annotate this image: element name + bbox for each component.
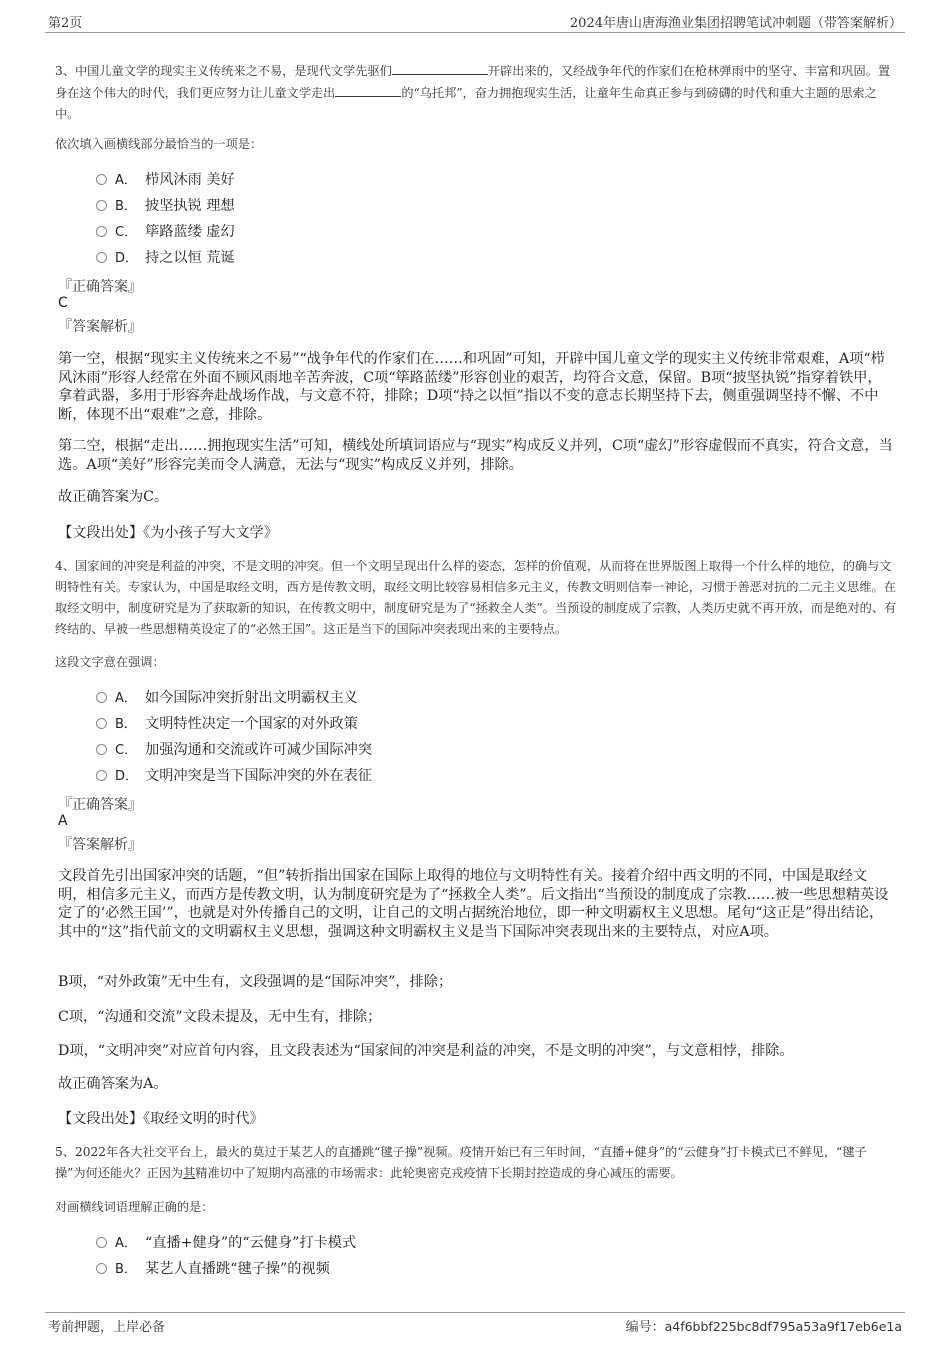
q4-analysis-para-4: D项，“文明冲突”对应首句内容，且文段表述为“国家间的冲突是利益的冲突，不是文明的冲突”，与文意相悖，排除。: [58, 1043, 794, 1059]
q5-text-part1: 5、2022年各大社交平台上，最火的莫过于某艺人的直播跳“毽子操”视频。疫情开始已有三年时间，“直播+健身”的“云健身”打卡模式已不鲜见，“毽子操”为何还能火？正因为: [55, 1145, 867, 1180]
option-text: 栉风沐雨 美好: [145, 172, 235, 188]
blank-1: [392, 60, 488, 75]
radio-icon[interactable]: [96, 692, 107, 703]
option-text: 持之以恒 荒诞: [145, 250, 235, 266]
radio-icon[interactable]: [96, 1237, 107, 1248]
q4-analysis-conclusion: 故正确答案为A。: [58, 1076, 168, 1092]
footer-slogan: 考前押题，上岸必备: [48, 1320, 166, 1335]
q3-option-b[interactable]: [96, 195, 235, 219]
question-3-stem: [55, 60, 897, 125]
q4-analysis-label: 『答案解析』: [58, 837, 142, 853]
option-key: A．: [115, 691, 137, 706]
q5-prompt: 对画横线词语理解正确的是：: [55, 1200, 214, 1214]
option-text: 如今国际冲突折射出文明霸权主义: [145, 690, 358, 706]
q3-analysis-para-2: 第二空，根据“走出……拥抱现实生活”可知，横线处所填词语应与“现实”构成反义并列，C项“虚幻”形容虚假而不真实，符合文意，当选。A项“美好”形容完美而令人满意，无法与“现实”构成反义并列，排除。: [58, 438, 893, 473]
radio-icon[interactable]: [96, 744, 107, 755]
radio-icon[interactable]: [96, 174, 107, 185]
q3-option-c[interactable]: [96, 221, 235, 245]
option-text: “直播+健身”的“云健身”打卡模式: [145, 1235, 357, 1251]
q5-option-b[interactable]: [96, 1258, 330, 1282]
option-key: B．: [115, 199, 137, 214]
q3-analysis-label: 『答案解析』: [58, 319, 142, 335]
option-text: 文明冲突是当下国际冲突的外在表征: [145, 768, 373, 784]
radio-icon[interactable]: [96, 226, 107, 237]
option-text: 某艺人直播跳“毽子操”的视频: [145, 1261, 330, 1277]
q4-analysis-para-1: 文段首先引出国家冲突的话题，“但”转折指出国家在国际上取得的地位与文明特性有关。接着介绍中西文明的不同，中国是取经文明，相信多元主义，而西方是传教文明，认为制度研究是为了“拯救全人类”。后文指出“当预设的制度成了宗教……被一些思想精英设定了的‘必然王国’”，也就是对外传播自己的文明，让自己的文明占据统治地位，即一种文明霸权主义思想。尾句“这正是”得出结论，其中的“这”指代前文的文明霸权主义思想，强调这种文明霸权主义是当下国际冲突表现出来的主要特点，对应A项。: [58, 868, 889, 940]
q4-answer-label: 『正确答案』: [58, 797, 142, 813]
q5-text-part2: 精准切中了短期内高涨的市场需求：此轮奥密克戎疫情下长期封控造成的身心减压的需要。: [195, 1166, 683, 1180]
option-text: 加强沟通和交流或许可减少国际冲突: [145, 742, 373, 758]
option-key: D．: [115, 769, 139, 784]
q3-prompt: 依次填入画横线部分最恰当的一项是：: [55, 137, 263, 151]
radio-icon[interactable]: [96, 718, 107, 729]
option-key: B．: [115, 717, 137, 732]
q4-prompt: 这段文字意在强调：: [55, 655, 165, 669]
option-key: B．: [115, 1262, 137, 1277]
page-number: 第2页: [48, 16, 83, 31]
document-id-value: a4f6bbf225bc8df795a53a9f17eb6e1a: [664, 1319, 902, 1334]
option-key: A．: [115, 1236, 137, 1251]
q3-option-a[interactable]: [96, 169, 235, 193]
radio-icon[interactable]: [96, 770, 107, 781]
q4-option-d[interactable]: [96, 765, 372, 789]
q4-analysis-para-3: C项，“沟通和交流”文段未提及，无中生有，排除；: [58, 1009, 382, 1025]
page-header: [45, 8, 905, 33]
q3-answer: C: [58, 295, 68, 311]
document-id-label: 编号：: [625, 1320, 665, 1335]
option-key: A．: [115, 173, 137, 188]
document-title: 2024年唐山唐海渔业集团招聘笔试冲刺题（带答案解析）: [569, 16, 902, 31]
q3-source: 【文段出处】《为小孩子写大文学》: [58, 525, 278, 541]
q4-answer: A: [58, 813, 68, 829]
option-text: 筚路蓝缕 虚幻: [145, 224, 235, 240]
option-key: C．: [115, 743, 138, 758]
q3-option-d[interactable]: [96, 247, 235, 271]
q4-option-a[interactable]: [96, 687, 358, 711]
q3-text-part3: 的“乌托邦”，奋力拥抱现实生活，让童年生命真正参与到磅礴的时代和重大主题的思索之中。: [55, 86, 877, 121]
radio-icon[interactable]: [96, 252, 107, 263]
q4-option-c[interactable]: [96, 739, 372, 763]
underlined-word: 其: [183, 1166, 196, 1180]
q4-option-b[interactable]: [96, 713, 358, 737]
q3-text-part2: 开辟出来的，又经战争年代的作家们在枪林弹雨中的坚守、丰富和巩固。置身在这个伟大的时代，我们更应努力让儿童文学走出: [55, 64, 891, 100]
q3-answer-label: 『正确答案』: [58, 279, 142, 295]
option-key: D．: [115, 251, 139, 266]
option-key: C．: [115, 225, 138, 240]
question-4-stem: 4、国家间的冲突是利益的冲突，不是文明的冲突。但一个文明呈现出什么样的姿态，怎样的价值观，从而将在世界版图上取得一个什么样的地位，的确与文明特性有关。专家认为，中国是取经文明，西方是传教文明，取经文明比较容易相信多元主义，传教文明则信奉一神论，习惯于善恶对抗的二元主义思维。在取经文明中，制度研究是为了获取新的知识，在传教文明中，制度研究是为了“拯救全人类”。当预设的制度成了宗教，人类历史就不再开放，而是绝对的、有终结的、早被一些思想精英设定了的“必然王国”。这正是当下的国际冲突表现出来的主要特点。: [55, 559, 897, 636]
option-text: 文明特性决定一个国家的对外政策: [145, 716, 358, 732]
radio-icon[interactable]: [96, 1263, 107, 1274]
question-5-stem: [55, 1142, 897, 1184]
radio-icon[interactable]: [96, 200, 107, 211]
q5-option-a[interactable]: [96, 1232, 356, 1256]
blank-2: [335, 82, 401, 97]
page-footer: [45, 1312, 905, 1335]
q3-analysis-conclusion: 故正确答案为C。: [58, 489, 169, 505]
q4-analysis-para-2: B项，“对外政策”无中生有，文段强调的是“国际冲突”，排除；: [58, 974, 453, 990]
q4-source: 【文段出处】《取经文明的时代》: [58, 1111, 264, 1127]
q3-text-part1: 3、中国儿童文学的现实主义传统来之不易，是现代文学先驱们: [55, 64, 392, 78]
document-id: [626, 1316, 902, 1335]
option-text: 披坚执锐 理想: [145, 198, 235, 214]
q3-analysis-para-1: 第一空，根据“现实主义传统来之不易”“战争年代的作家们在……和巩固”可知，开辟中国儿童文学的现实主义传统非常艰难，A项“栉风沐雨”形容人经常在外面不顾风雨地辛苦奔波，C项“筚路蓝缕”形容创业的艰苦，均符合文意，保留。B项“披坚执锐”指穿着铁甲，拿着武器，多用于形容奔赴战场作战，与文意不符，排除；D项“持之以恒”指以不变的意志长期坚持下去，侧重强调坚持不懈、不中断，体现不出“艰难”之意，排除。: [58, 351, 885, 423]
